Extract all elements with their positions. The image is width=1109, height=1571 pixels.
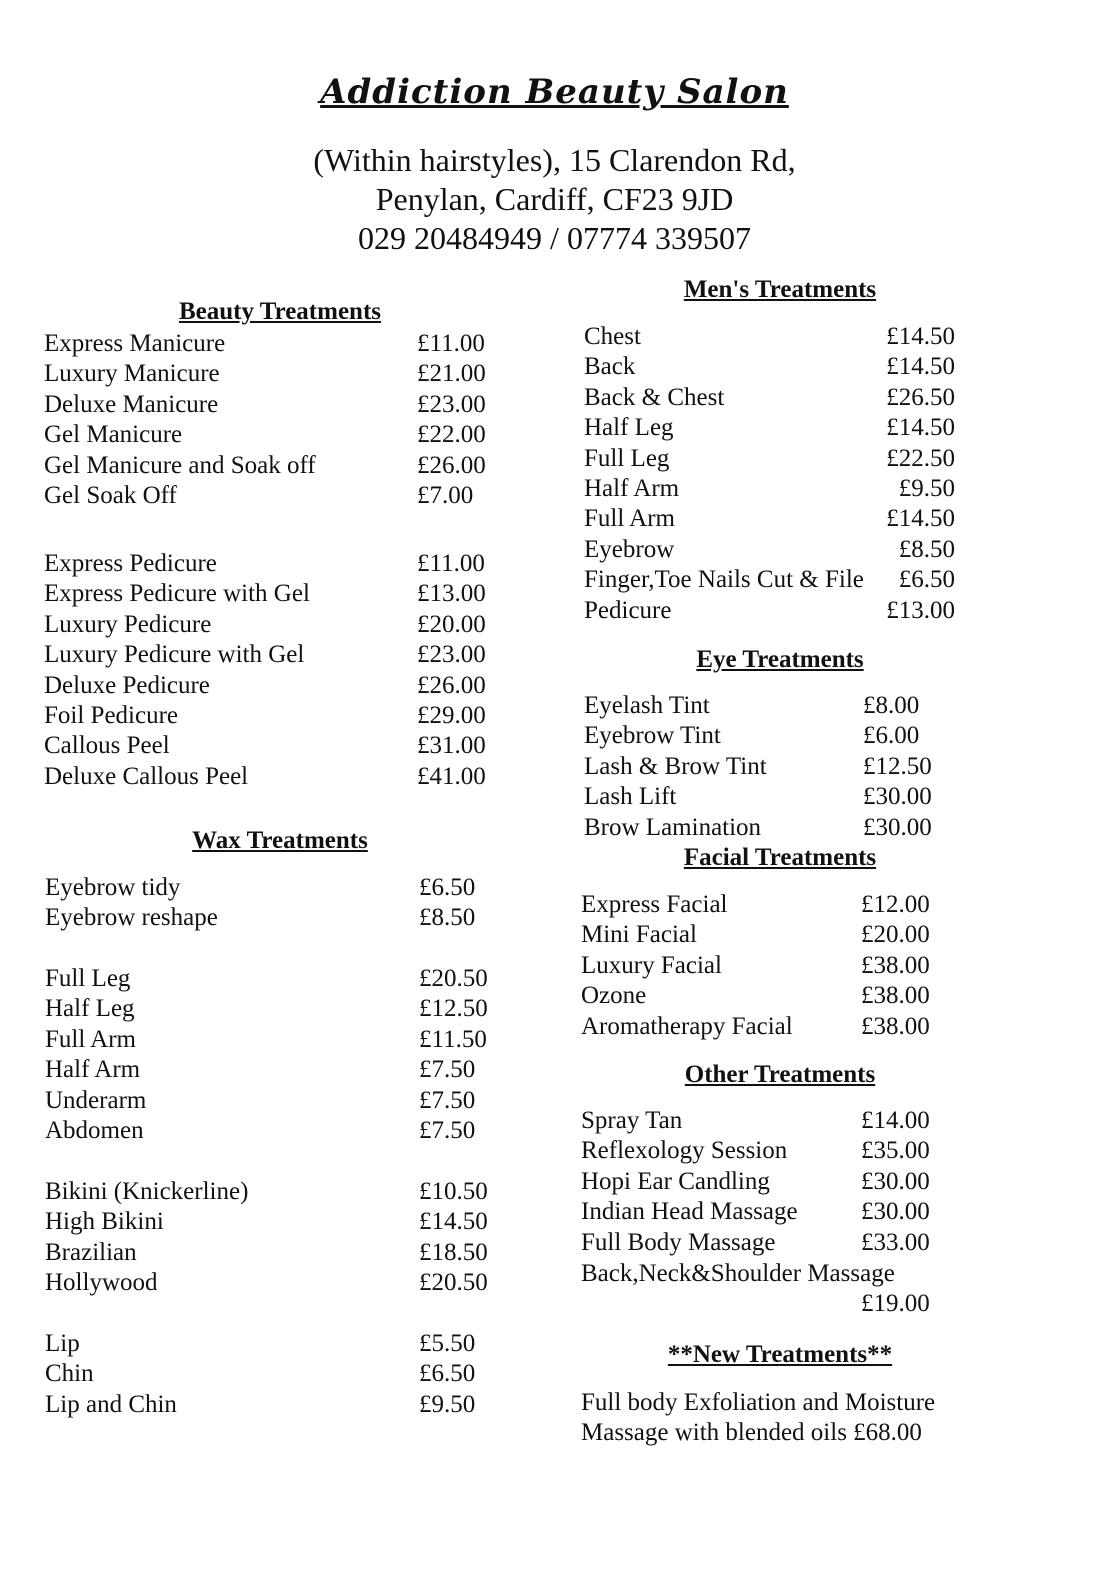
treatment-price: £12.50 <box>419 995 488 1023</box>
treatment-price: £7.00 <box>417 482 474 509</box>
treatment-price: £26.00 <box>417 451 486 479</box>
treatment-name: Spray Tan <box>581 1107 683 1134</box>
treatment-name: Foil Pedicure <box>44 702 179 729</box>
price-row <box>581 1167 951 1197</box>
price-row <box>584 535 955 565</box>
treatment-name: Callous Peel <box>44 732 170 760</box>
treatment-price: £12.00 <box>861 891 930 918</box>
price-row <box>584 444 955 474</box>
treatment-price: £14.50 <box>886 323 955 350</box>
treatment-price: £13.00 <box>886 596 955 624</box>
treatment-price: £6.00 <box>863 722 920 750</box>
price-row <box>584 383 955 413</box>
treatment-price: £26.00 <box>417 671 486 699</box>
treatment-price: £14.50 <box>419 1208 488 1236</box>
price-row <box>581 1197 951 1227</box>
treatment-name: Luxury Facial <box>581 951 722 979</box>
price-row <box>44 671 507 701</box>
address-line-1: (Within hairstyles), 15 Clarendon Rd, <box>313 142 796 178</box>
treatment-name: Eyebrow reshape <box>45 904 218 932</box>
treatment-name: Half Leg <box>584 414 674 442</box>
treatment-price: £8.00 <box>863 692 920 719</box>
price-row <box>584 322 955 352</box>
price-row <box>44 390 507 420</box>
price-row <box>44 762 507 792</box>
new-heading: **New Treatments** <box>667 1341 893 1368</box>
treatment-price: £13.00 <box>417 580 486 608</box>
price-row <box>45 1390 509 1420</box>
price-row <box>45 1177 509 1207</box>
treatment-price: £6.50 <box>898 566 955 594</box>
treatment-price: £20.50 <box>419 965 488 992</box>
price-row <box>44 359 507 389</box>
treatment-price: £30.00 <box>863 813 932 841</box>
treatment-price: £38.00 <box>861 982 930 1010</box>
treatment-name: Lash & Brow Tint <box>584 752 767 780</box>
price-row <box>45 1025 509 1055</box>
long-item-price: £19.00 <box>861 1290 930 1317</box>
treatment-price: £21.00 <box>417 360 486 388</box>
treatment-name: Aromatherapy Facial <box>581 1012 793 1040</box>
wax-heading: Wax Treatments <box>192 827 368 854</box>
treatment-price: £30.00 <box>863 783 932 811</box>
treatment-price: £35.00 <box>861 1137 930 1165</box>
treatment-price: £14.50 <box>886 353 955 381</box>
price-row <box>45 1238 509 1268</box>
price-row <box>44 579 507 609</box>
treatment-price: £11.00 <box>417 550 485 577</box>
treatment-name: Chest <box>584 323 641 350</box>
salon-title: Addiction Beauty Salon <box>320 72 789 112</box>
other-heading: Other Treatments <box>684 1061 876 1088</box>
treatment-name: Mini Facial <box>581 921 697 949</box>
treatment-name: Back <box>584 353 636 381</box>
treatment-price: £14.50 <box>886 414 955 442</box>
treatment-name: Brazilian <box>45 1238 137 1266</box>
price-row <box>581 1106 951 1136</box>
price-row <box>581 920 951 950</box>
treatment-price: £11.50 <box>419 1025 487 1053</box>
beauty-heading: Beauty Treatments <box>178 298 382 325</box>
treatment-name: Underarm <box>45 1086 147 1114</box>
price-row <box>45 964 509 994</box>
treatment-name: Hollywood <box>45 1269 158 1297</box>
price-row <box>584 596 955 626</box>
price-row <box>45 1086 509 1116</box>
treatment-price: £10.50 <box>419 1178 488 1205</box>
treatment-name: Half Arm <box>584 475 680 502</box>
treatment-name: Lip <box>45 1330 80 1357</box>
price-row <box>581 1012 951 1042</box>
price-row <box>581 1228 951 1258</box>
treatment-price: £20.00 <box>417 610 486 638</box>
mens-heading: Men's Treatments <box>683 276 877 303</box>
price-row <box>44 640 507 670</box>
treatment-name: Eyebrow tidy <box>45 874 181 901</box>
price-row <box>44 481 507 511</box>
treatment-price: £6.50 <box>419 874 476 901</box>
price-row <box>44 610 507 640</box>
treatment-name: Lip and Chin <box>45 1390 177 1418</box>
treatment-price: £11.00 <box>417 330 485 357</box>
treatment-price: £8.50 <box>419 904 476 932</box>
price-row <box>584 782 953 812</box>
treatment-price: £6.50 <box>419 1360 476 1388</box>
address-line-2: Penylan, Cardiff, CF23 9JD <box>375 181 734 217</box>
treatment-name: Indian Head Massage <box>581 1198 798 1226</box>
treatment-name: Express Pedicure with Gel <box>44 580 310 608</box>
treatment-name: Luxury Pedicure <box>44 610 212 638</box>
treatment-price: £7.50 <box>419 1117 476 1144</box>
treatment-name: Full Arm <box>584 505 675 533</box>
treatment-price: £18.50 <box>419 1238 488 1266</box>
treatment-name: Half Leg <box>45 995 135 1023</box>
new-treatment-line-2: Massage with blended oils £68.00 <box>581 1419 922 1446</box>
treatment-name: Chin <box>45 1360 94 1388</box>
treatment-price: £33.00 <box>861 1228 930 1256</box>
treatment-name: Pedicure <box>584 596 672 624</box>
price-row <box>584 352 955 382</box>
price-row <box>45 994 509 1024</box>
price-row <box>45 1268 509 1298</box>
treatment-price: £26.50 <box>886 383 955 411</box>
price-row <box>44 329 507 359</box>
price-row <box>44 420 507 450</box>
price-row <box>45 1359 509 1389</box>
price-row <box>581 1136 951 1166</box>
new-treatment-line-1: Full body Exfoliation and Moisture <box>581 1389 936 1416</box>
price-row <box>44 451 507 481</box>
treatment-name: Half Arm <box>45 1056 141 1084</box>
treatment-name: Deluxe Callous Peel <box>44 762 249 790</box>
price-row <box>584 413 955 443</box>
treatment-price: £7.50 <box>419 1056 476 1084</box>
treatment-price: £9.50 <box>898 475 955 502</box>
treatment-name: Express Manicure <box>44 330 226 357</box>
price-row <box>44 701 507 731</box>
treatment-price: £9.50 <box>419 1390 476 1418</box>
price-row <box>584 752 953 782</box>
treatment-name: Express Facial <box>581 891 728 918</box>
price-row <box>584 813 953 843</box>
price-row <box>584 565 955 595</box>
treatment-name: Reflexology Session <box>581 1137 788 1165</box>
treatment-name: Finger,Toe Nails Cut & File <box>584 566 864 594</box>
treatment-name: Full Body Massage <box>581 1228 776 1256</box>
price-row <box>584 474 955 504</box>
price-row <box>584 721 953 751</box>
price-row <box>45 1329 509 1359</box>
treatment-name: Express Pedicure <box>44 550 217 577</box>
treatment-price: £30.00 <box>861 1167 930 1195</box>
price-row <box>44 731 507 761</box>
treatment-name: Gel Manicure <box>44 421 183 449</box>
treatment-price: £20.50 <box>419 1269 488 1297</box>
treatment-name: Full Leg <box>45 965 131 992</box>
treatment-price: £22.00 <box>417 421 486 449</box>
price-row <box>45 903 509 933</box>
treatment-name: Eyelash Tint <box>584 692 710 719</box>
treatment-price: £7.50 <box>419 1086 476 1114</box>
price-row <box>581 890 951 920</box>
treatment-price: £23.00 <box>417 641 486 669</box>
treatment-price: £41.00 <box>417 762 486 790</box>
phone-numbers: 029 20484949 / 07774 339507 <box>358 220 751 256</box>
treatment-name: Hopi Ear Candling <box>581 1167 770 1195</box>
treatment-name: Full Arm <box>45 1025 136 1053</box>
treatment-price: £5.50 <box>419 1330 476 1357</box>
treatment-name: Deluxe Pedicure <box>44 671 210 699</box>
treatment-name: Brow Lamination <box>584 813 762 841</box>
treatment-price: £14.00 <box>861 1107 930 1134</box>
treatment-price: £12.50 <box>863 752 932 780</box>
price-row <box>44 549 507 579</box>
price-row <box>45 1055 509 1085</box>
treatment-name: Luxury Pedicure with Gel <box>44 641 305 669</box>
treatment-price: £23.00 <box>417 390 486 418</box>
treatment-price: £31.00 <box>417 732 486 760</box>
treatment-name: Eyebrow <box>584 535 675 563</box>
treatment-name: Luxury Manicure <box>44 360 220 388</box>
treatment-price: £38.00 <box>861 1012 930 1040</box>
price-row <box>45 1207 509 1237</box>
treatment-price: £8.50 <box>898 535 955 563</box>
treatment-price: £30.00 <box>861 1198 930 1226</box>
long-item-name: Back,Neck&Shoulder Massage <box>581 1260 895 1287</box>
treatment-name: Gel Soak Off <box>44 482 177 509</box>
eye-heading: Eye Treatments <box>696 646 864 673</box>
treatment-name: Ozone <box>581 982 647 1010</box>
treatment-price: £29.00 <box>417 702 486 729</box>
treatment-name: Bikini (Knickerline) <box>45 1178 249 1205</box>
price-row <box>581 981 951 1011</box>
treatment-name: Deluxe Manicure <box>44 390 219 418</box>
treatment-price: £38.00 <box>861 951 930 979</box>
treatment-name: Full Leg <box>584 444 670 472</box>
treatment-price: £20.00 <box>861 921 930 949</box>
treatment-name: Back & Chest <box>584 383 725 411</box>
price-row <box>584 504 955 534</box>
treatment-name: Lash Lift <box>584 783 677 811</box>
treatment-name: High Bikini <box>45 1208 164 1236</box>
price-row <box>584 691 953 721</box>
treatment-name: Eyebrow Tint <box>584 722 721 750</box>
price-row <box>45 1116 509 1146</box>
treatment-name: Gel Manicure and Soak off <box>44 451 316 479</box>
price-row <box>45 873 509 903</box>
treatment-price: £22.50 <box>886 444 955 472</box>
treatment-name: Abdomen <box>45 1117 144 1144</box>
treatment-price: £14.50 <box>886 505 955 533</box>
facial-heading: Facial Treatments <box>683 844 877 871</box>
price-row <box>581 951 951 981</box>
